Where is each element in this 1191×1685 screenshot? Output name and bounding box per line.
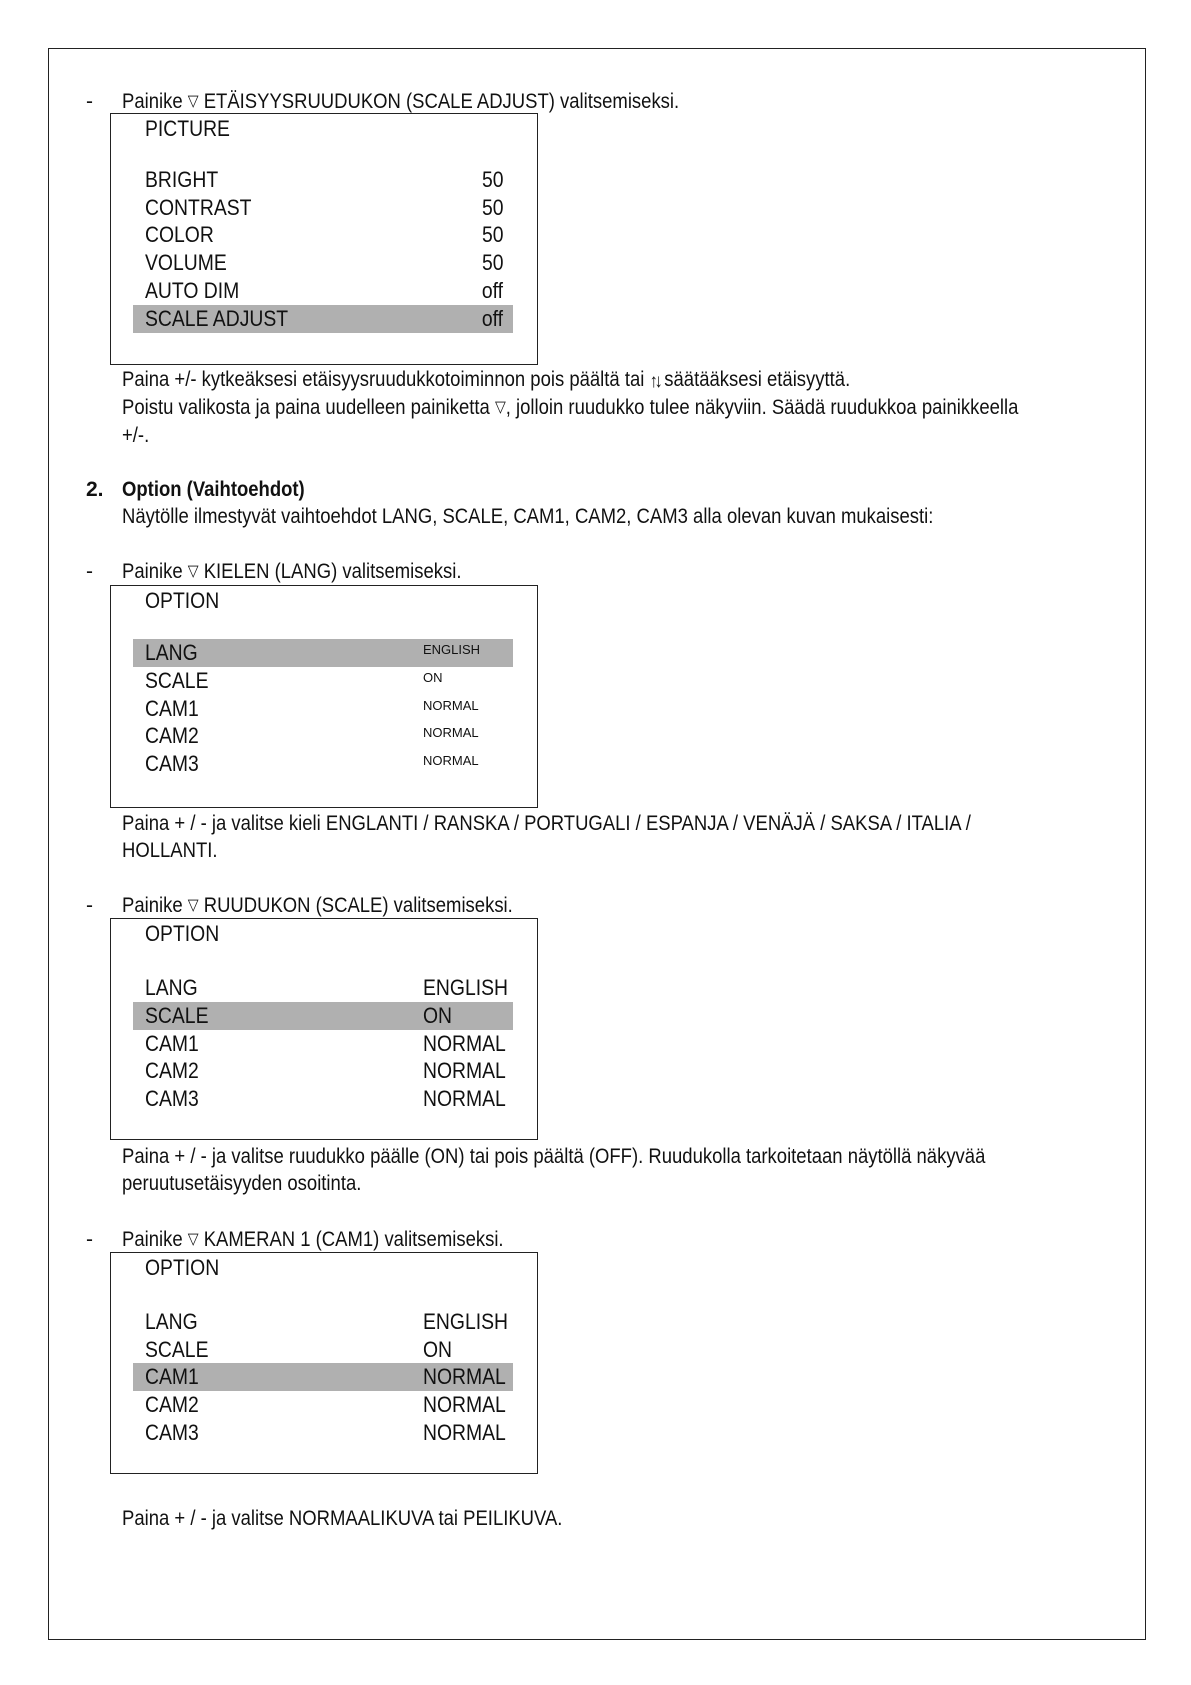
instruction-text: ETÄISYYSRUUDUKON (SCALE ADJUST) valitsemiseksi.: [198, 90, 680, 113]
paragraph-text: säätääksesi etäisyyttä.: [659, 368, 851, 391]
instruction-scale: [122, 894, 513, 920]
menu-row-contrast[interactable]: [133, 194, 513, 222]
section-intro: Näytölle ilmestyvät vaihtoehdot LANG, SCALE, CAM1, CAM2, CAM3 alla olevan kuvan mukaisesti:: [122, 505, 934, 528]
menu-row-lang-selected[interactable]: [133, 639, 513, 667]
menu-row-label: CAM3: [145, 1420, 199, 1445]
option-menu-scale: [110, 918, 538, 1140]
paragraph-text: Poistu valikosta ja paina uudelleen painiketta: [122, 396, 495, 419]
menu-row-bright[interactable]: [133, 166, 513, 194]
menu-row-label: LANG: [145, 640, 198, 665]
menu-row-color[interactable]: [133, 221, 513, 249]
paragraph: [122, 368, 850, 393]
menu-title: OPTION: [145, 1255, 220, 1280]
menu-row-value: ENGLISH: [423, 1309, 509, 1334]
section-heading: Option (Vaihtoehdot): [122, 478, 305, 501]
menu-row-volume[interactable]: [133, 249, 513, 277]
down-triangle-icon: ▽: [187, 563, 199, 580]
menu-row-lang[interactable]: [133, 1308, 513, 1336]
menu-row-cam3[interactable]: [133, 750, 513, 778]
instruction-text: RUUDUKON (SCALE) valitsemiseksi.: [198, 894, 513, 917]
instruction-cam1: [122, 1228, 504, 1254]
menu-row-label: LANG: [145, 1309, 198, 1334]
up-down-arrows-icon: ↑↓: [649, 371, 660, 392]
menu-row-label: CAM2: [145, 1058, 199, 1083]
menu-row-value: 50: [481, 250, 503, 275]
picture-menu: [110, 113, 538, 365]
instruction-text: Painike: [122, 90, 188, 113]
menu-title: PICTURE: [145, 116, 230, 141]
menu-row-value: 50: [481, 222, 503, 247]
paragraph-continuation: peruutusetäisyyden osoitinta.: [122, 1172, 362, 1195]
menu-row-value: NORMAL: [423, 1364, 506, 1389]
paragraph: Paina + / - ja valitse kieli ENGLANTI / RANSKA / PORTUGALI / ESPANJA / VENÄJÄ / SAKSA / ITALIA /: [122, 812, 971, 835]
paragraph-text: , jolloin ruudukko tulee näkyviin. Säädä ruudukkoa painikkeella: [505, 396, 1019, 419]
instruction-text: KIELEN (LANG) valitsemiseksi.: [198, 560, 462, 583]
menu-row-label: SCALE ADJUST: [145, 306, 289, 331]
instruction-lang: [122, 560, 461, 586]
menu-row-label: CAM3: [145, 1086, 199, 1111]
menu-row-cam3[interactable]: [133, 1085, 513, 1113]
menu-row-scale-selected[interactable]: [133, 1002, 513, 1030]
menu-row-value: ON: [423, 670, 443, 685]
menu-row-label: SCALE: [145, 1337, 209, 1362]
menu-row-label: CAM2: [145, 723, 199, 748]
menu-row-value: ON: [423, 1337, 453, 1362]
down-triangle-icon: ▽: [187, 897, 199, 914]
menu-row-label: VOLUME: [145, 250, 227, 275]
menu-row-cam1-selected[interactable]: [133, 1363, 513, 1391]
menu-row-label: SCALE: [145, 668, 209, 693]
paragraph-continuation: HOLLANTI.: [122, 839, 218, 862]
down-triangle-icon: ▽: [494, 399, 506, 416]
menu-row-value: NORMAL: [423, 1392, 506, 1417]
menu-row-label: LANG: [145, 975, 198, 1000]
bullet-dash: -: [86, 894, 93, 917]
menu-row-label: CAM3: [145, 751, 199, 776]
menu-row-lang[interactable]: [133, 974, 513, 1002]
menu-row-value: NORMAL: [423, 1420, 506, 1445]
paragraph-continuation: +/-.: [122, 424, 150, 447]
menu-row-label: BRIGHT: [145, 167, 219, 192]
menu-row-value: NORMAL: [423, 1086, 506, 1111]
down-triangle-icon: ▽: [187, 1231, 199, 1248]
menu-row-auto-dim[interactable]: [133, 277, 513, 305]
menu-row-cam1[interactable]: [133, 1030, 513, 1058]
menu-row-value: NORMAL: [423, 1058, 506, 1083]
menu-title: OPTION: [145, 921, 220, 946]
down-triangle-icon: ▽: [187, 93, 199, 110]
menu-row-cam1[interactable]: [133, 695, 513, 723]
paragraph: [122, 396, 1018, 422]
option-menu-cam1: [110, 1252, 538, 1474]
bullet-dash: -: [86, 560, 93, 583]
bullet-dash: -: [86, 1228, 93, 1251]
menu-row-value: ENGLISH: [423, 975, 509, 1000]
instruction-text: KAMERAN 1 (CAM1) valitsemiseksi.: [198, 1228, 504, 1251]
menu-row-value: 50: [481, 167, 503, 192]
menu-row-value: NORMAL: [423, 1031, 506, 1056]
instruction-text: Painike: [122, 560, 188, 583]
menu-row-label: AUTO DIM: [145, 278, 240, 303]
menu-row-label: CAM2: [145, 1392, 199, 1417]
menu-row-label: CAM1: [145, 1031, 199, 1056]
menu-row-cam2[interactable]: [133, 1057, 513, 1085]
paragraph: Paina + / - ja valitse NORMAALIKUVA tai PEILIKUVA.: [122, 1507, 563, 1530]
instruction-text: Painike: [122, 894, 188, 917]
menu-row-cam2[interactable]: [133, 1391, 513, 1419]
paragraph-text: Paina +/- kytkeäksesi etäisyysruudukkotoiminnon pois päältä tai: [122, 368, 650, 391]
menu-row-cam2[interactable]: [133, 722, 513, 750]
menu-row-value: ENGLISH: [423, 642, 481, 657]
menu-row-value: ON: [423, 1003, 453, 1028]
menu-row-scale-adjust-selected[interactable]: [133, 305, 513, 333]
menu-row-value: NORMAL: [423, 753, 479, 768]
menu-row-label: COLOR: [145, 222, 214, 247]
menu-row-scale[interactable]: [133, 667, 513, 695]
section-number: 2.: [86, 478, 104, 501]
menu-row-value: off: [481, 306, 503, 331]
menu-row-cam3[interactable]: [133, 1419, 513, 1447]
menu-row-value: NORMAL: [423, 725, 479, 740]
menu-row-label: CAM1: [145, 696, 199, 721]
menu-row-value: NORMAL: [423, 698, 479, 713]
menu-title: OPTION: [145, 588, 220, 613]
menu-row-value: off: [481, 278, 503, 303]
menu-row-value: 50: [481, 195, 503, 220]
option-menu-lang: [110, 585, 538, 808]
menu-row-label: CAM1: [145, 1364, 199, 1389]
menu-row-scale[interactable]: [133, 1336, 513, 1364]
bullet-dash: -: [86, 90, 93, 113]
paragraph: Paina + / - ja valitse ruudukko päälle (ON) tai pois päältä (OFF). Ruudukolla tarkoitetaan näytöllä näkyvää: [122, 1145, 986, 1168]
instruction-text: Painike: [122, 1228, 188, 1251]
menu-row-label: SCALE: [145, 1003, 209, 1028]
menu-row-label: CONTRAST: [145, 195, 252, 220]
